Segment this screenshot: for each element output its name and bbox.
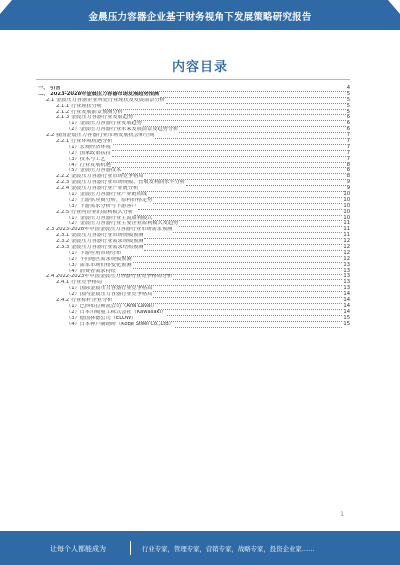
- toc-rule: [36, 79, 350, 80]
- toc-entry-title: （2）国内金晨压力容器行业竞争格局: [66, 292, 153, 298]
- toc-entry-title: 二、 2023-2028年金晨压力容器市场发展趋势预测: [38, 91, 160, 97]
- toc-entry-page: 7: [346, 132, 350, 139]
- toc-entry-title: 一、 引言: [38, 85, 61, 91]
- toc-entry-title: （2）金晨压力容器行业主要企业盈利模式及趋势: [66, 221, 179, 227]
- toc-entry-title: 2.1 金晨压力容器企业所处行业现状及发展前景分析: [46, 97, 165, 103]
- toc-entry-page: 7: [346, 138, 350, 144]
- toc-entry-page: 13: [343, 273, 350, 280]
- toc-entry-title: （2）金晨压力容器行业未来发展前景及趋势分析: [66, 127, 179, 133]
- toc-entry-page: 5: [346, 102, 350, 109]
- toc-entry-page: 6: [346, 114, 350, 121]
- toc-entry-title: 2.2.5 行业内企业的盈利模式分析: [56, 209, 134, 215]
- toc-heading: 内容目录: [171, 60, 228, 75]
- toc-entry-title: 2.4.2 行业标杆企业分析: [56, 298, 113, 304]
- toc-entry-page: 8: [346, 161, 350, 168]
- toc-entry-page: 14: [343, 302, 350, 309]
- toc-entry-title: 2.3.3 金晨压力容器行业需求结构预测: [56, 245, 144, 251]
- toc-entry-title: （3）技术与工艺: [66, 156, 106, 162]
- footer-divider: [130, 541, 131, 555]
- toc-entry-title: 2.2.1 行业环境机遇分析: [56, 139, 113, 144]
- toc-entry-title: 2.2 我国金晨压力容器行业市场发展机会和空间: [46, 133, 155, 139]
- toc-entry-title: 2.3.2 金晨压力容器行业需求规模预测: [56, 239, 144, 245]
- toc-entry-title: 2.1.1 行业现状分析: [56, 103, 102, 109]
- toc-entry-title: （4）行业发展机遇: [66, 162, 111, 168]
- toc-entry-title: （1）宏观经济环境: [66, 144, 111, 150]
- toc-dot-leader: [175, 323, 343, 328]
- toc-entry-page: 8: [346, 173, 350, 180]
- toc-entry[interactable]: [38, 322, 350, 328]
- toc-entry-title: 2.4 2022-2023年中国金晨压力容器行业竞争格局分析: [46, 274, 173, 280]
- toc-entry-page: 11: [343, 232, 350, 239]
- toc-entry-page: 11: [343, 226, 350, 233]
- toc-entry-title: （1）巴西布拉斯凯公司（Alfa Laval）: [66, 303, 157, 309]
- toc-entry-page: 15: [343, 320, 350, 327]
- toc-entry-page: 9: [346, 185, 350, 192]
- footer-slogan-left: 让每个人都能成为: [50, 545, 106, 553]
- toc-entry-page: 14: [343, 308, 350, 315]
- toc-entry-page: 13: [343, 285, 350, 292]
- toc-entry-title: （2）国家政策扶持: [66, 150, 111, 156]
- toc-entry-title: （3）下游需求分析与下游客户: [66, 203, 137, 209]
- toc-entry-page: 5: [346, 90, 350, 97]
- toc-entry-page: 13: [343, 261, 350, 268]
- toc-entry-page: 15: [343, 314, 350, 321]
- toc-entry-title: （1）金晨压力容器行业产业链构成: [66, 192, 148, 198]
- toc-entry-title: （2）上游供应商分析，原料价格走势: [66, 197, 153, 203]
- toc-entry-title: （4）消费者需求特征: [66, 268, 116, 274]
- toc-entry-page: 10: [343, 191, 350, 198]
- toc-entry-page: 11: [343, 220, 350, 227]
- table-of-contents: [38, 86, 350, 328]
- toc-entry-page: 4: [346, 84, 350, 91]
- toc-entry-page: 5: [346, 96, 350, 103]
- toc-entry-title: （1）金晨压力容器行业主流盈利模式: [66, 215, 153, 221]
- toc-entry-title: （1）金晨压力容器行业发展趋势: [66, 121, 142, 127]
- toc-entry-title: 2.2.2 金晨压力容器行业市场竞争格局: [56, 174, 144, 180]
- toc-entry-page: 10: [343, 208, 350, 215]
- toc-entry-title: 2.2.3 金晨压力容器行业市场规模、营收及利润水平分析: [56, 180, 185, 186]
- toc-entry-page: 12: [343, 255, 350, 262]
- page-number: 1: [340, 511, 344, 518]
- toc-entry-page: 10: [343, 202, 350, 209]
- toc-entry-title: 2.1.2 行业发展前景预测分析: [56, 109, 123, 115]
- toc-entry-title: （4）日本神户制钢所（Kobe Steel Co.,Ltd）: [66, 321, 174, 327]
- toc-entry-page: 14: [343, 297, 350, 304]
- toc-entry-title: （1）下游应用市场分布: [66, 250, 122, 256]
- toc-entry-page: 8: [346, 167, 350, 174]
- toc-entry-page: 12: [343, 249, 350, 256]
- toc-entry-page: 14: [343, 291, 350, 298]
- toc-entry-title: （2）不同地区需求规模预测: [66, 256, 132, 262]
- toc-entry-page: 10: [343, 196, 350, 203]
- toc-entry-page: 6: [346, 126, 350, 133]
- toc-entry-page: 7: [346, 155, 350, 162]
- toc-entry-title: （3）德国林德公司（ELOW）: [66, 315, 137, 321]
- footer-banner: [0, 531, 400, 565]
- toc-entry-page: 12: [343, 238, 350, 245]
- toc-entry-title: （1）国际金晨压力容器行业竞争格局: [66, 286, 153, 292]
- toc-entry-title: 2.3 2023-2028年中国金晨压力容器行业市场需求预测: [46, 227, 173, 233]
- toc-entry-page: 13: [343, 267, 350, 274]
- toc-entry-page: 9: [346, 179, 350, 186]
- toc-entry-title: 2.2.4 金晨压力容器行业产业链分析: [56, 186, 139, 192]
- toc-entry-title: 2.1.3 金晨压力容器行业发展趋势: [56, 115, 134, 121]
- toc-entry-page: 5: [346, 108, 350, 115]
- toc-entry-page: 13: [343, 279, 350, 286]
- toc-entry-title: （2）日本川崎重工株式会社（Kawasaki）: [66, 309, 167, 315]
- toc-entry-page: 7: [346, 149, 350, 156]
- toc-entry-page: 12: [343, 244, 350, 251]
- toc-entry-title: （5）金晨压力容器技术: [66, 168, 122, 174]
- toc-entry-title: （3）需求市场价格变化预测: [66, 262, 132, 268]
- toc-entry-page: 7: [346, 143, 350, 150]
- footer-slogan-right: 行业专家，管理专家，营销专家，战略专家，投资企业家……: [142, 545, 315, 553]
- report-title: 金晨压力容器企业基于财务视角下发展策略研究报告: [88, 12, 312, 23]
- toc-entry-page: 10: [343, 214, 350, 221]
- toc-entry-title: 2.3.1 金晨压力容器行业市场规模预测: [56, 233, 144, 239]
- toc-entry-title: 2.4.1 行业竞争格局: [56, 280, 102, 286]
- toc-entry-page: 6: [346, 120, 350, 127]
- header-banner: [0, 0, 400, 30]
